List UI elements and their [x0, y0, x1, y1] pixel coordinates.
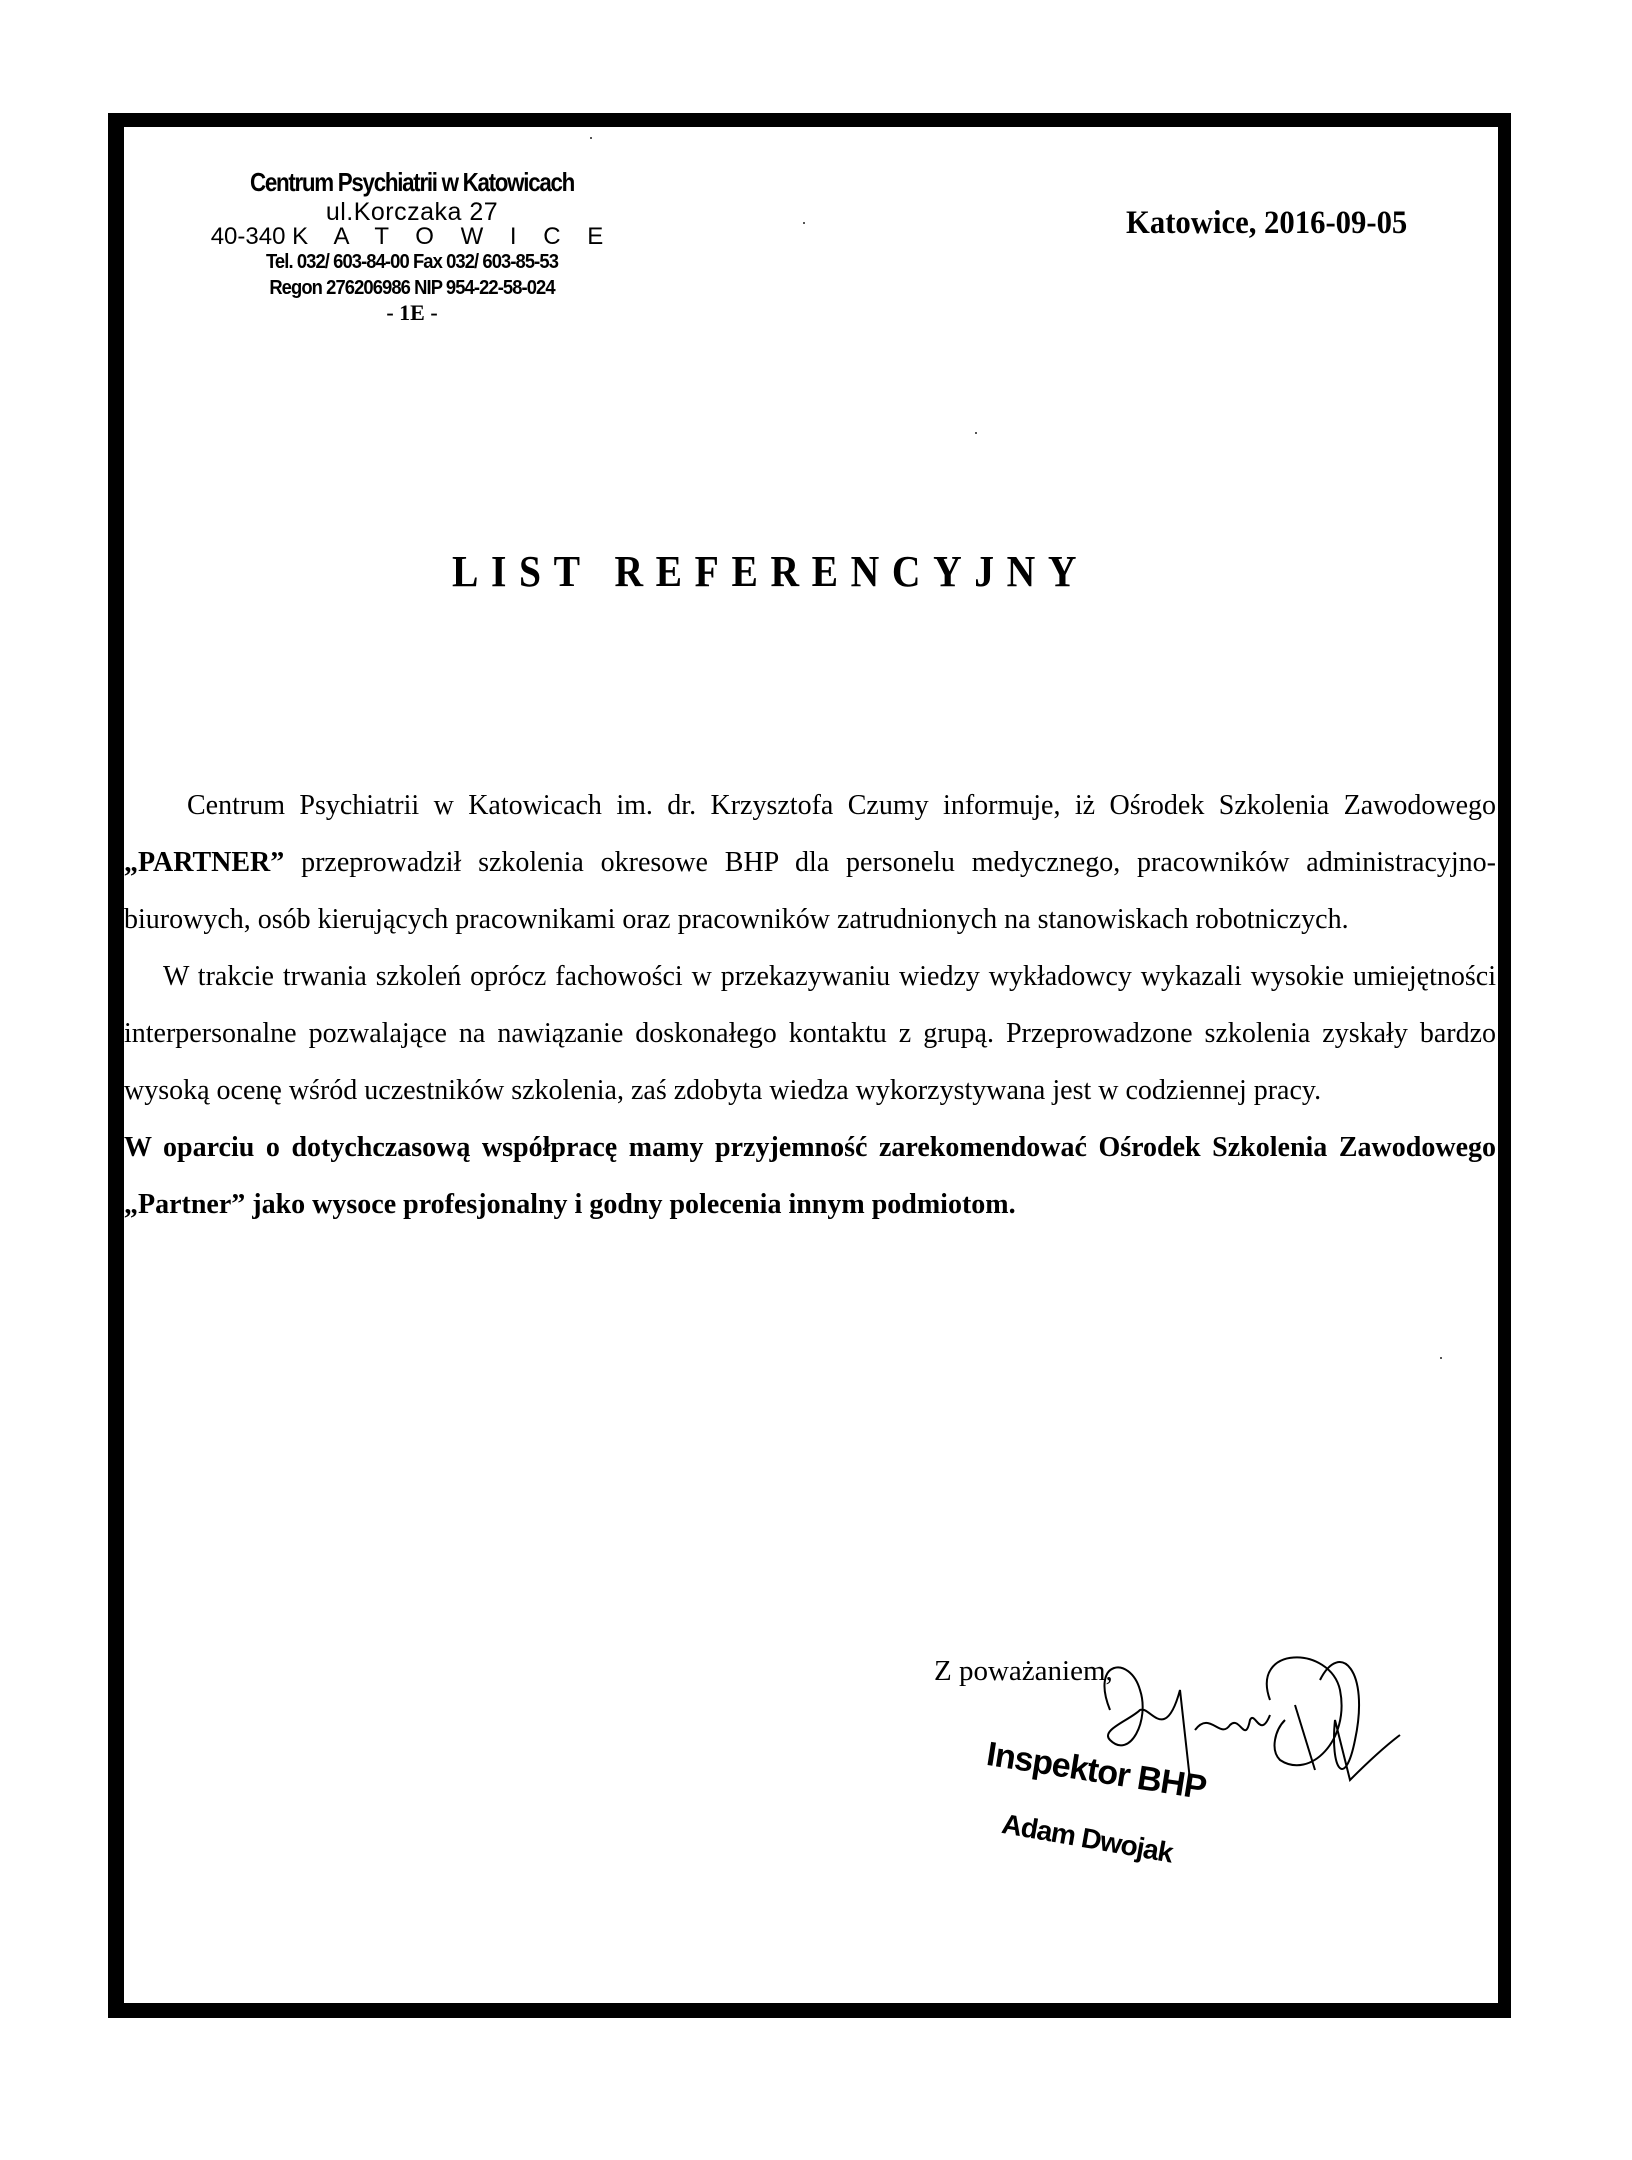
- signature-stroke: [1320, 1662, 1400, 1780]
- paragraph-1-text: Centrum Psychiatrii w Katowicach im. dr. Krzysztofa Czumy informuje, iż Ośrodek Szkolenia Zawodowego: [187, 790, 1496, 821]
- signature-stroke: [1295, 1705, 1315, 1770]
- letter-body: [124, 777, 1496, 1233]
- paragraph-2: W trakcie trwania szkoleń oprócz fachowości w przekazywaniu wiedzy wykładowcy wykazali wysokie umiejętności interpersonalne pozwalające na nawiązanie doskonałego kontaktu z grupą. Przeprowadzone szkolenia zyskały bardzo wysoką ocenę wśród uczestników szkolenia, zaś zdobyta wiedza wykorzystywana jest w codziennej pracy.: [124, 961, 1496, 1106]
- stamp-city: K A T O W I C E: [292, 223, 614, 250]
- signature-stroke: [1195, 1715, 1270, 1730]
- paragraph-1-rest: przeprowadził szkolenia okresowe BHP dla personelu medycznego, pracowników administracyjno-biurowych, osób kierujących pracownikami oraz pracowników zatrudnionych na stanowiskach robotniczych.: [124, 847, 1497, 935]
- signature-stroke: [1267, 1657, 1342, 1765]
- handwritten-signature: [1070, 1650, 1410, 1830]
- paragraph-3-recommendation: W oparciu o dotychczasową współpracę mamy przyjemność zarekomendować Ośrodek Szkolenia Zawodowego „Partner” jako wysoce profesjonalny i godny polecenia innym podmiotom.: [124, 1132, 1496, 1220]
- signature-stamp-name: Adam Dwojak: [999, 1808, 1175, 1869]
- stamp-code: - 1E -: [386, 300, 438, 325]
- letterhead-stamp: [200, 165, 624, 325]
- closing-salutation: Z poważaniem,: [934, 1655, 1113, 1687]
- date-line: Katowice, 2016-09-05: [1126, 205, 1408, 241]
- stamp-registry: Regon 276206986 NIP 954-22-58-024: [269, 277, 555, 299]
- stamp-institution-name: Centrum Psychiatrii w Katowicach: [249, 167, 575, 197]
- scan-speck: [803, 222, 805, 224]
- stamp-street: ul.Korczaka 27: [325, 198, 499, 226]
- scan-speck: [590, 137, 592, 139]
- stamp-phone-fax: Tel. 032/ 603-84-00 Fax 032/ 603-85-53: [265, 251, 559, 273]
- company-name-highlight: „PARTNER”: [124, 847, 285, 878]
- stamp-city-line: [200, 225, 624, 249]
- document-title: LIST REFERENCYJNY: [452, 547, 1090, 596]
- scan-speck: [1440, 1357, 1442, 1359]
- scan-speck: [975, 432, 977, 434]
- paragraph-1: [124, 777, 1496, 948]
- signature-stamp-title: Inspektor BHP: [984, 1735, 1209, 1808]
- stamp-postal-code: 40-340: [210, 223, 286, 250]
